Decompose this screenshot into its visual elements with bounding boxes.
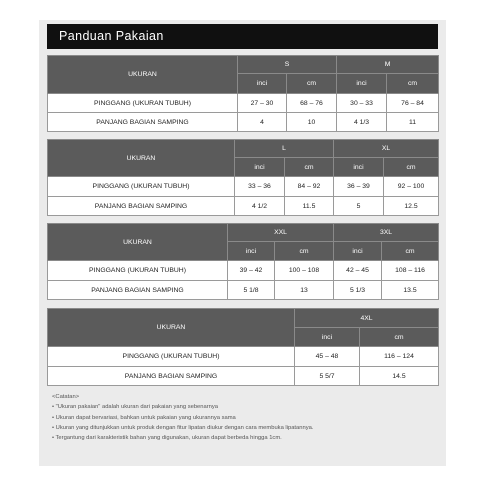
- unit-header: inci: [334, 242, 382, 261]
- table-cell: 45 – 48: [295, 347, 360, 367]
- table-cell: 10: [287, 113, 337, 132]
- table-row: [48, 367, 439, 386]
- table-cell: 84 – 92: [285, 177, 334, 197]
- table-row: [48, 261, 439, 281]
- unit-header: cm: [387, 74, 439, 94]
- unit-header: inci: [334, 158, 384, 177]
- note-item: • Ukuran dapat bervariasi, bahkan untuk pakaian yang ukurannya sama: [52, 414, 236, 421]
- row-label: PANJANG BAGIAN SAMPING: [48, 113, 238, 132]
- unit-header: inci: [238, 74, 287, 94]
- unit-header: inci: [228, 242, 275, 261]
- unit-header: cm: [382, 242, 439, 261]
- header-ukuran: UKURAN: [48, 224, 228, 261]
- notes-heading: <Catatan>: [52, 394, 80, 400]
- row-label: PANJANG BAGIAN SAMPING: [48, 197, 235, 216]
- table-cell: 13: [275, 281, 334, 300]
- unit-header: inci: [295, 328, 360, 347]
- table-cell: 68 – 76: [287, 94, 337, 113]
- table-cell: 42 – 45: [334, 261, 382, 281]
- table-row: [48, 177, 439, 197]
- table-cell: 11: [387, 113, 439, 132]
- size-header: XXL: [228, 224, 334, 242]
- table-row: [48, 113, 439, 132]
- size-header: S: [238, 56, 337, 74]
- table-cell: 92 – 100: [384, 177, 439, 197]
- table-cell: 108 – 116: [382, 261, 439, 281]
- table-cell: 39 – 42: [228, 261, 275, 281]
- table-row: [48, 197, 439, 216]
- row-label: PINGGANG (UKURAN TUBUH): [48, 177, 235, 197]
- table-cell: 5 5/7: [295, 367, 360, 386]
- table-cell: 116 – 124: [360, 347, 439, 367]
- size-header: M: [337, 56, 439, 74]
- unit-header: cm: [285, 158, 334, 177]
- table-cell: 33 – 36: [235, 177, 285, 197]
- size-guide-panel: [39, 20, 446, 466]
- row-label: PANJANG BAGIAN SAMPING: [48, 367, 295, 386]
- row-label: PINGGANG (UKURAN TUBUH): [48, 261, 228, 281]
- header-ukuran: UKURAN: [48, 56, 238, 94]
- row-label: PINGGANG (UKURAN TUBUH): [48, 347, 295, 367]
- table-cell: 100 – 108: [275, 261, 334, 281]
- size-table-l-xl: [47, 139, 439, 216]
- unit-header: cm: [275, 242, 334, 261]
- unit-header: cm: [384, 158, 439, 177]
- table-cell: 27 – 30: [238, 94, 287, 113]
- unit-header: inci: [337, 74, 387, 94]
- table-cell: 76 – 84: [387, 94, 439, 113]
- unit-header: inci: [235, 158, 285, 177]
- note-item: • "Ukuran pakaian" adalah ukuran dari pakaian yang sebenarnya: [52, 404, 218, 411]
- table-cell: 13.5: [382, 281, 439, 300]
- table-cell: 4 1/3: [337, 113, 387, 132]
- table-row: [48, 94, 439, 113]
- row-label: PANJANG BAGIAN SAMPING: [48, 281, 228, 300]
- unit-header: cm: [360, 328, 439, 347]
- row-label: PINGGANG (UKURAN TUBUH): [48, 94, 238, 113]
- header-ukuran: UKURAN: [48, 309, 295, 347]
- page-title: Panduan Pakaian: [47, 24, 438, 49]
- note-item: • Tergantung dari karakteristik bahan yang digunakan, ukuran dapat berbeda hingga 1cm.: [52, 435, 282, 442]
- notes-section: [52, 392, 437, 443]
- table-cell: 5 1/8: [228, 281, 275, 300]
- header-ukuran: UKURAN: [48, 140, 235, 177]
- size-header: L: [235, 140, 334, 158]
- table-cell: 5 1/3: [334, 281, 382, 300]
- size-table-s-m: [47, 55, 439, 132]
- size-header: 3XL: [334, 224, 439, 242]
- size-header: 4XL: [295, 309, 439, 328]
- table-cell: 30 – 33: [337, 94, 387, 113]
- size-header: XL: [334, 140, 439, 158]
- table-cell: 5: [334, 197, 384, 216]
- table-cell: 12.5: [384, 197, 439, 216]
- size-table-xxl-3xl: [47, 223, 439, 300]
- table-row: [48, 281, 439, 300]
- note-item: • Ukuran yang ditunjukkan untuk produk dengan fitur lipatan diukur dengan cara membuka lipatannya.: [52, 424, 314, 431]
- table-cell: 36 – 39: [334, 177, 384, 197]
- unit-header: cm: [287, 74, 337, 94]
- table-cell: 11.5: [285, 197, 334, 216]
- size-table-4xl: [47, 308, 439, 386]
- table-cell: 14.5: [360, 367, 439, 386]
- table-cell: 4: [238, 113, 287, 132]
- table-cell: 4 1/2: [235, 197, 285, 216]
- table-row: [48, 347, 439, 367]
